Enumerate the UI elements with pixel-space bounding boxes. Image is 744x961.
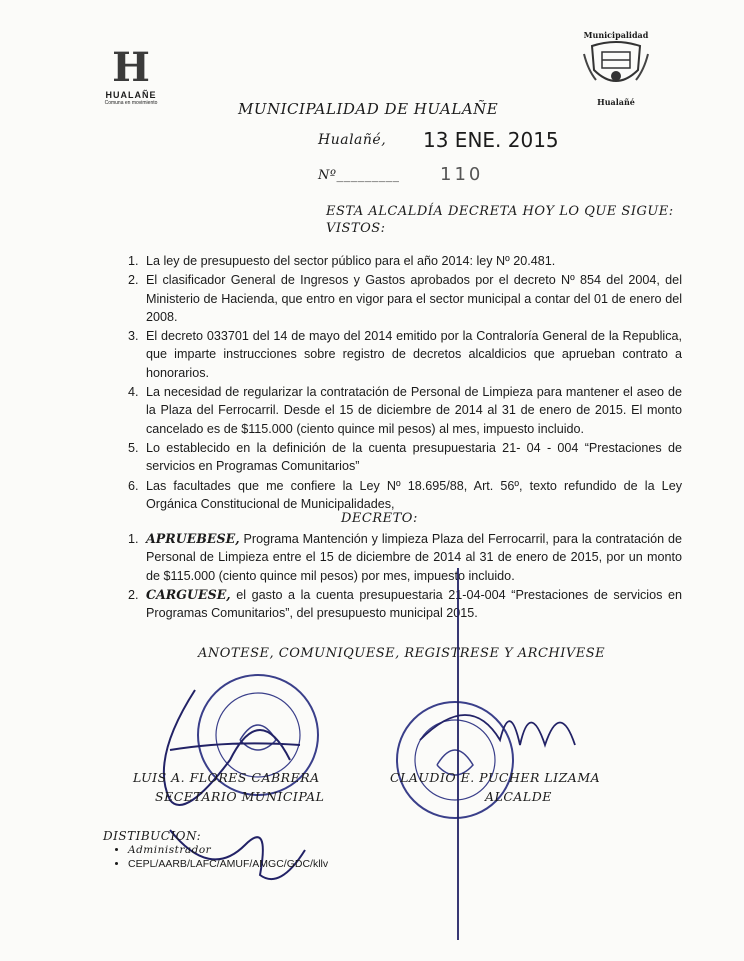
decree-keyword: APRUEBESE, — [146, 531, 240, 546]
list-item: • CEPL/AARB/LAFC/AMUF/AMGC/GDC/kllv — [128, 857, 328, 871]
hualane-logo — [100, 44, 162, 106]
list-item: 5. Lo establecido en la definición de la cuenta presupuestaria 21- 04 - 004 “Prestaciones de servicios en Programas Comunitarios” — [142, 439, 682, 476]
mayor-title: ALCALDE — [485, 789, 552, 804]
secretary-title: SECETARIO MUNICIPAL — [155, 789, 325, 804]
decreto-list — [112, 530, 682, 623]
logo-tagline: Comuna en movimiento — [104, 100, 158, 106]
list-item: 2. El clasificador General de Ingresos y Gastos aprobados por el decreto Nº 854 del 2004, del Ministerio de Hacienda, que entro en vigor para el sector municipal a contar del 01 de enero del 2008. — [142, 271, 682, 326]
vistos-list — [112, 252, 682, 514]
logo-name: HUALAÑE — [105, 90, 157, 100]
list-item — [142, 530, 682, 585]
closing-line: ANOTESE, COMUNIQUESE, REGISTRESE Y ARCHIVESE — [198, 646, 606, 661]
logo-mark: H — [112, 44, 150, 91]
list-item: 3. El decreto 033701 del 14 de mayo del 2014 emitido por la Contraloría General de la Republica, que imparte instrucciones sobre registro de decretos alcaldicios que aprueban contrato a honorarios. — [142, 327, 682, 382]
list-item: • Administrador — [128, 843, 328, 857]
list-item: 4. La necesidad de regularizar la contratación de Personal de Limpieza para mantener el aseo de la Plaza del Ferrocarril. Desde el 15 de diciembre de 2014 al 31 de enero de 2015. El monto cancelado es de $115.000 (ciento quince mil pesos) al mes, impuesto incluido. — [142, 383, 682, 438]
decree-number: 110 — [440, 164, 484, 185]
seal-bottom-text: Hualañé — [597, 97, 635, 107]
coat-of-arms-icon — [580, 40, 652, 92]
date-place: Hualañé, — [318, 132, 387, 148]
mayor-signature — [420, 568, 575, 940]
list-item: 1. La ley de presupuesto del sector público para el año 2014: ley Nº 20.481. — [142, 252, 682, 270]
document-title: MUNICIPALIDAD DE HUALAÑE — [238, 100, 499, 118]
list-item: 6. Las facultades que me confiere la Ley Nº 18.695/88, Art. 56º, texto refundido de la Ley Orgánica Constitucional de Municipalidades, — [142, 477, 682, 514]
distribution-list — [110, 843, 328, 871]
secretary-signature — [164, 690, 300, 805]
decreto-heading: DECRETO: — [341, 511, 418, 526]
distribution-heading: DISTIBUCION: — [103, 829, 202, 843]
number-label: Nº_________ — [318, 168, 400, 183]
decree-text: el gasto a la cuenta presupuestaria 21-04-004 “Prestaciones de servicios en Programas Comunitarios”, del presupuesto municipal 2015. — [146, 587, 682, 621]
intro-line: ESTA ALCALDÍA DECRETA HOY LO QUE SIGUE: — [326, 204, 674, 219]
vistos-heading: VISTOS: — [326, 221, 386, 236]
decree-text: Programa Mantención y limpieza Plaza del Ferrocarril, para la contratación de Personal de Limpieza entre el 15 de diciembre de 2014 al 31 de enero de 2015, por un monto de $115.000 (ciento quince mil pesos) por mes, impuesto incluido. — [146, 532, 682, 583]
seal-top-text: Municipalidad — [583, 30, 649, 40]
secretary-name: LUIS A. FLORES CABRERA — [133, 770, 320, 785]
mayor-name: CLAUDIO E. PUCHER LIZAMA — [390, 770, 601, 785]
date-stamp: 13 ENE. 2015 — [423, 128, 559, 152]
municipal-seal — [580, 30, 652, 107]
list-item — [142, 586, 682, 623]
decree-keyword: CARGUESE, — [146, 586, 231, 602]
